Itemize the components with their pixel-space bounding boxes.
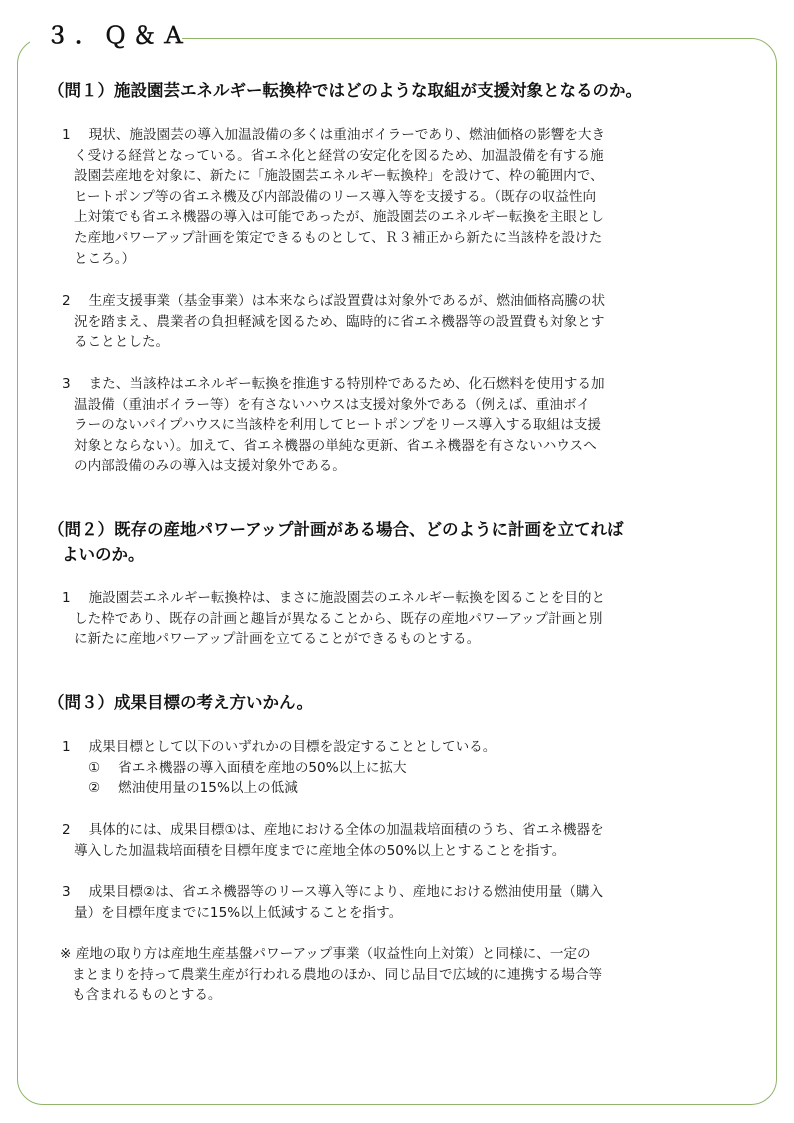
answer-line: 2 生産支援事業（基金事業）は本来ならば設置費は対象外であるが、燃油価格高騰の状: [62, 293, 606, 309]
answer-line: 3 成果目標②は、省エネ機器等のリース導入等により、産地における燃油使用量（購入: [62, 884, 604, 900]
answer-line: 1 成果目標として以下のいずれかの目標を設定することとしている。: [62, 739, 497, 755]
answer-line: 況を踏まえ、農業者の負担軽減を図るため、臨時的に省エネ機器等の設置費も対象とす: [74, 313, 605, 330]
note-line: ※ 産地の取り方は産地生産基盤パワーアップ事業（収益性向上対策）と同様に、一定の: [60, 946, 591, 962]
answer-line: 3 また、当該枠はエネルギー転換を推進する特別枠であるため、化石燃料を使用する加: [62, 376, 605, 392]
question-1-title: （問１）施設園芸エネルギー転換枠ではどのような取組が支援対象となるのか。: [48, 81, 642, 100]
answer-line: 上対策でも省エネ機器の導入は可能であったが、施設園芸のエネルギー転換を主眼とし: [74, 209, 605, 226]
answer-line: 量）を目標年度までに15%以上低減することを指す。: [74, 904, 403, 921]
answer-line: 温設備（重油ボイラー等）を有さないハウスは支援対象外である（例えば、重油ボイ: [74, 396, 591, 413]
answer-line: した枠であり、既存の計画と趣旨が異なることから、既存の産地パワーアップ計画と別: [74, 610, 603, 627]
answer-line: に新たに産地パワーアップ計画を立てることができるものとする。: [74, 631, 481, 648]
q3-answer-1: [62, 737, 762, 799]
question-2-title: [48, 517, 768, 567]
answer-line: た産地パワーアップ計画を策定できるものとして、Ｒ３補正から新たに当該枠を設けた: [74, 229, 603, 246]
q1-answer-2: [62, 291, 762, 353]
question-3-title: （問３）成果目標の考え方いかん。: [48, 693, 313, 712]
answer-line: 対象とならない）。加えて、省エネ機器の単純な更新、省エネ機器を有さないハウスへ: [74, 437, 597, 454]
answer-line: 1 施設園芸エネルギー転換枠は、まさに施設園芸のエネルギー転換を図ることを目的と: [62, 590, 606, 606]
q3-note: [60, 944, 760, 1006]
q1-answer-1: [62, 125, 762, 269]
answer-line: 設園芸産地を対象に、新たに「施設園芸エネルギー転換枠」を設けて、枠の範囲内で、: [74, 168, 604, 185]
answer-line: ところ。）: [74, 250, 136, 267]
q2-answer-1: [62, 588, 762, 650]
goal-item-2: ② 燃油使用量の15%以上の低減: [88, 780, 298, 797]
answer-line: 導入した加温栽培面積を目標年度までに産地全体の50%以上とすることを指す。: [74, 842, 566, 859]
answer-line: く受ける経営となっている。省エネ化と経営の安定化を図るため、加温設備を有する施: [74, 147, 604, 164]
note-line: も含まれるものとする。: [72, 987, 222, 1004]
note-line: まとまりを持って農業生産が行われる農地のほか、同じ品目で広域的に連携する場合等: [72, 966, 603, 983]
answer-line: 1 現状、施設園芸の導入加温設備の多くは重油ボイラーであり、燃油価格の影響を大き: [62, 127, 606, 143]
answer-line: の内部設備のみの導入は支援対象外である。: [74, 458, 346, 475]
q3-answer-2: [62, 820, 762, 861]
answer-line: ヒートポンプ等の省エネ機及び内部設備のリース導入等を支援する。（既存の収益性向: [74, 188, 597, 205]
answer-line: ラーのないパイプハウスに当該枠を利用してヒートポンプをリース導入する取組は支援: [74, 417, 602, 434]
q1-answer-3: [62, 374, 762, 477]
section-heading: ３．Ｑ＆Ａ: [46, 23, 191, 49]
answer-line: ることとした。: [74, 334, 170, 351]
q3-answer-3: [62, 882, 762, 923]
answer-line: 2 具体的には、成果目標①は、産地における全体の加温栽培面積のうち、省エネ機器を: [62, 822, 604, 838]
question-2-title-line1: （問２）既存の産地パワーアップ計画がある場合、どのように計画を立てれば: [48, 520, 624, 539]
question-2-title-line2: よいのか。: [62, 545, 145, 564]
goal-item-1: ① 省エネ機器の導入面積を産地の50%以上に拡大: [88, 759, 407, 776]
